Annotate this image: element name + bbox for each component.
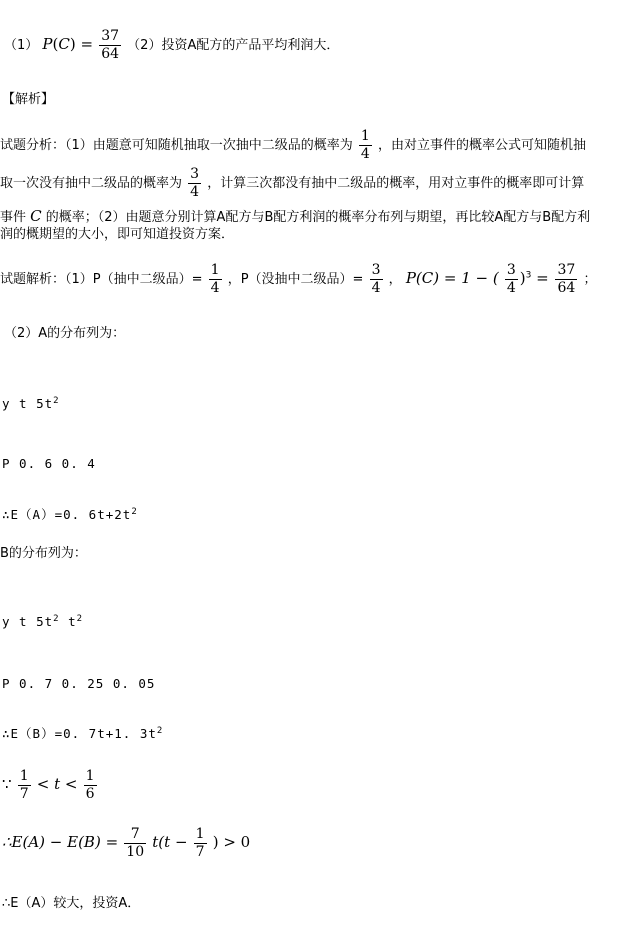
- analysis-text: 取一次没有抽中二级品的概率为: [0, 176, 183, 191]
- dist-a-title: （2）A的分布列为：: [4, 326, 126, 341]
- fraction-den: 10: [126, 844, 145, 860]
- fraction-den: 4: [506, 280, 516, 296]
- answer-fraction-num: 37: [101, 28, 120, 44]
- diff-fraction-1: [124, 826, 146, 861]
- fraction-num: 3: [506, 262, 516, 278]
- dist-a-values-row: [2, 396, 60, 411]
- solution-text: ；: [583, 272, 597, 287]
- fraction-den: 7: [195, 844, 205, 860]
- analysis-text: 的概率；（2）由题意分别计算A配方与B配方利润的概率分布列与期望，再比较A配方与B配方利: [45, 210, 591, 225]
- answer-line: （1） P(C) = $\frac{37}{64}$ （2）投资A配方的产品平均利润大．: [4, 28, 340, 62]
- ineq-fraction-2: [84, 768, 97, 803]
- conclusion: ∴E（A）较大，投资A．: [2, 896, 141, 911]
- analysis-heading: 【解析】: [2, 92, 55, 107]
- analysis-text: ，计算三次都没有抽中二级品的概率，用对立事件的概率即可计算: [207, 176, 585, 191]
- dist-b-prob-row: P 0. 7 0. 25 0. 05: [2, 676, 156, 691]
- prob-symbol: P: [42, 35, 53, 53]
- equals-sign: =: [531, 269, 554, 287]
- inequality-text: < t <: [36, 775, 78, 793]
- fraction-num: 3: [371, 262, 381, 278]
- dist-a-values: y t 5t: [2, 396, 54, 412]
- exponent: 2: [53, 396, 60, 406]
- analysis-fraction-2: [188, 166, 201, 201]
- analysis-line-1: [0, 128, 586, 163]
- solution-text: 试题解析：（1）P（抽中二级品）=: [0, 272, 203, 287]
- fraction-num: 1: [195, 826, 205, 842]
- difference-expr: (t −: [158, 833, 188, 851]
- ineq-fraction-1: [18, 768, 31, 803]
- fraction-num: 1: [360, 128, 370, 144]
- fraction-num: 37: [557, 262, 576, 278]
- solution-fraction-2: [370, 262, 383, 297]
- fraction-den: 4: [360, 146, 370, 162]
- fraction-den: 4: [190, 184, 200, 200]
- answer-part2-text: （2）投资A配方的产品平均利润大．: [127, 38, 340, 53]
- diff-fraction-2: [194, 826, 207, 861]
- fraction-den: 4: [210, 280, 220, 296]
- expectation-difference: [2, 826, 250, 861]
- exponent: 2: [131, 506, 138, 517]
- expectation-text: ∴E（A）=0. 6t+2t: [2, 507, 132, 522]
- fraction-num: 7: [130, 826, 140, 842]
- fraction-num: 1: [85, 768, 95, 784]
- complement-expr: P(C) = 1 − (: [405, 269, 499, 287]
- answer-fraction: [99, 28, 121, 63]
- solution-text: ，: [388, 272, 402, 287]
- dist-b-expectation: [2, 724, 163, 742]
- dist-b-values-row: [2, 614, 83, 629]
- answer-part1-label: （1）: [4, 38, 39, 53]
- event-symbol: C: [30, 207, 42, 225]
- difference-expr: ∴E(A) − E(B) =: [2, 833, 119, 851]
- fraction-den: 7: [19, 786, 29, 802]
- analysis-line-4: 润的概期望的大小，即可知道投资方案．: [0, 227, 235, 242]
- solution-line: [0, 262, 596, 297]
- t-range-inequality: [2, 768, 99, 803]
- exponent: 2: [76, 614, 84, 624]
- fraction-num: 1: [210, 262, 220, 278]
- analysis-line-2: [0, 166, 584, 201]
- because-symbol: ∵: [2, 775, 12, 793]
- analysis-text: ，由对立事件的概率公式可知随机抽: [377, 138, 586, 153]
- fraction-den: 4: [371, 280, 381, 296]
- dist-a-prob-row: P 0. 6 0. 4: [2, 456, 96, 471]
- solution-fraction-3: [505, 262, 518, 297]
- variable-t: t: [152, 833, 159, 851]
- difference-expr: ) > 0: [212, 833, 251, 851]
- expectation-text: ∴E（B）=0. 7t+1. 3t: [2, 726, 157, 741]
- exponent: 2: [53, 614, 60, 624]
- answer-fraction-den: 64: [101, 46, 120, 62]
- fraction-num: 1: [19, 768, 29, 784]
- dist-b-values: y t 5t: [2, 614, 54, 630]
- dist-b-values: t: [59, 614, 77, 630]
- solution-text: ，P（没抽中二级品）=: [227, 272, 364, 287]
- fraction-den: 64: [557, 280, 576, 296]
- exponent: 2: [156, 725, 164, 736]
- solution-fraction-4: [555, 262, 577, 297]
- dist-b-title: B的分布列为：: [0, 546, 87, 561]
- analysis-fraction-1: [359, 128, 372, 163]
- exponent: 3: [525, 270, 532, 281]
- event-symbol: C: [58, 35, 70, 53]
- fraction-den: 6: [85, 786, 95, 802]
- analysis-text: 试题分析：（1）由题意可知随机抽取一次抽中二级品的概率为: [0, 138, 353, 153]
- fraction-num: 3: [190, 166, 200, 182]
- complement-expr-close: ): [519, 269, 526, 287]
- dist-a-expectation: [2, 505, 138, 523]
- solution-fraction-1: [209, 262, 222, 297]
- analysis-text: 事件: [0, 210, 27, 225]
